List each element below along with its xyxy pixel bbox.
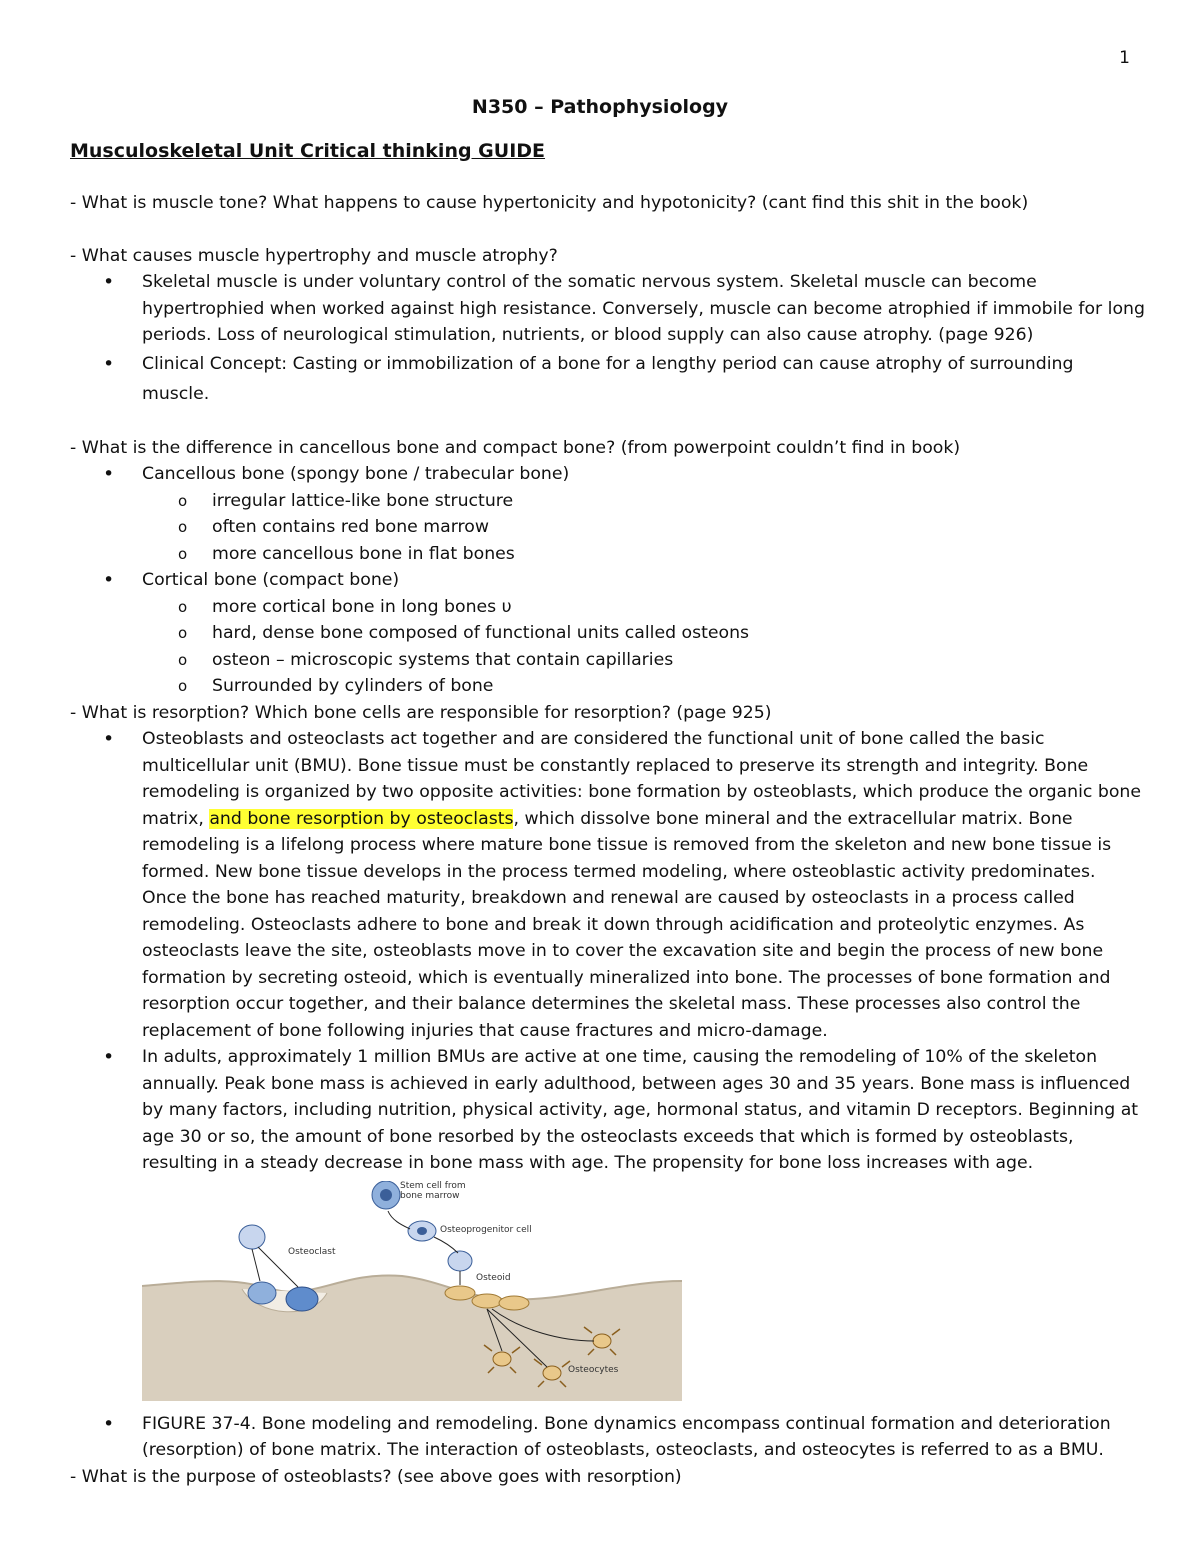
sub-list	[142, 488, 1145, 568]
resorption-bullet-list	[70, 726, 1145, 1177]
label-stem-cell: Stem cell from bone marrow	[400, 1180, 466, 1201]
bullet-item: • Skeletal muscle is under voluntary control of the somatic nervous system. Skeletal muscle can become hypertrophied when worked against high resistance. Conversely, muscle can become atrophied if immobile for long periods. Loss of neurological stimulation, nutrients, or blood supply can also cause atrophy. (page 926)	[142, 269, 1145, 349]
figure-caption-list	[70, 1411, 1145, 1464]
bone-types-list	[70, 461, 1145, 700]
bullet-item-cancellous	[142, 461, 1145, 567]
label-osteoclast: Osteoclast	[288, 1246, 336, 1257]
bullet-item-cortical	[142, 567, 1145, 700]
bullet-item	[142, 726, 1145, 1044]
highlighted-text: and bone resorption by osteoclasts	[209, 808, 514, 829]
text-span: Osteoblasts and osteoclasts act together and are considered the functional unit of bone called the basic multicellular unit (BMU). Bone tissue must be constantly replaced to preserve its strength and integrity. Bone remodeling is organized by two opposite activities: bone formation by osteoblasts, which produce the organic bone matrix,	[142, 729, 1142, 829]
bullet-item: • In adults, approximately 1 million BMUs are active at one time, causing the remodeling of 10% of the skeleton annually. Peak bone mass is achieved in early adulthood, between ages 30 and 35 years. Bone mass is influenced by many factors, including nutrition, physical activity, age, hormonal status, and vitamin D receptors. Beginning at age 30 or so, the amount of bone resorbed by the osteoclasts exceeds that which is formed by osteoblasts, resulting in a steady decrease in bone mass with age. The propensity for bone loss increases with age.	[142, 1044, 1145, 1177]
question-resorption: - What is resorption? Which bone cells are responsible for resorption? (page 925)	[70, 702, 772, 723]
text-span: , which dissolve bone mineral and the extracellular matrix. Bone remodeling is a lifelong process where mature bone tissue is removed from the skeleton and new bone tissue is formed. New bone tissue develops in the process termed modeling, where osteoblastic activity predominates. Once the bone has reached maturity, breakdown and renewal are caused by osteoclasts in a process called remodeling. Osteoclasts adhere to bone and break it down through acidification and proteolytic enzymes. As osteoclasts leave the site, osteoblasts move in to cover the excavation site and begin the process of new bone formation by secreting osteoid, which is eventually mineralized into bone. The processes of bone formation and resorption occur together, and their balance determines the skeletal mass. These processes also control the replacement of bone following injuries that cause fractures and micro-damage.	[142, 808, 1112, 1041]
document-title: N350 – Pathophysiology	[471, 96, 729, 118]
sub-list	[142, 594, 1145, 700]
sub-item: o often contains red bone marrow	[212, 514, 1145, 541]
sub-item: o more cancellous bone in flat bones	[212, 541, 1145, 568]
hypertrophy-bullet-list	[70, 269, 1145, 409]
label-osteoid: Osteoid	[476, 1272, 511, 1283]
figure-caption: • FIGURE 37-4. Bone modeling and remodeling. Bone dynamics encompass continual formation and deterioration (resorption) of bone matrix. The interaction of osteoblasts, osteoclasts, and osteocytes is referred to as a BMU.	[142, 1411, 1145, 1464]
sub-item: o Surrounded by cylinders of bone	[212, 673, 1145, 700]
document-subtitle: Musculoskeletal Unit Critical thinking GUIDE	[70, 140, 546, 162]
document-body	[70, 190, 1145, 1490]
sub-item: o more cortical bone in long bones υ	[212, 594, 1145, 621]
bone-remodeling-figure	[142, 1181, 682, 1401]
bullet-label: Cancellous bone (spongy bone / trabecular bone)	[142, 464, 570, 484]
bullet-label: Cortical bone (compact bone)	[142, 570, 400, 590]
question-muscle-tone: - What is muscle tone? What happens to cause hypertonicity and hypotonicity? (cant find this shit in the book)	[70, 193, 1029, 213]
question-hypertrophy-atrophy: - What causes muscle hypertrophy and muscle atrophy?	[70, 245, 558, 266]
label-osteoprogenitor: Osteoprogenitor cell	[440, 1224, 532, 1235]
bullet-item: • Clinical Concept: Casting or immobilization of a bone for a lengthy period can cause atrophy of surrounding muscle.	[142, 349, 1145, 409]
question-cancellous-compact: - What is the difference in cancellous bone and compact bone? (from powerpoint couldn’t find in book)	[70, 437, 961, 458]
question-osteoblasts: - What is the purpose of osteoblasts? (see above goes with resorption)	[70, 1466, 682, 1487]
page-number: 1	[1119, 48, 1130, 68]
sub-item: o irregular lattice-like bone structure	[212, 488, 1145, 515]
label-osteocytes: Osteocytes	[568, 1364, 619, 1375]
sub-item: o osteon – microscopic systems that contain capillaries	[212, 647, 1145, 674]
sub-item: o hard, dense bone composed of functional units called osteons	[212, 620, 1145, 647]
